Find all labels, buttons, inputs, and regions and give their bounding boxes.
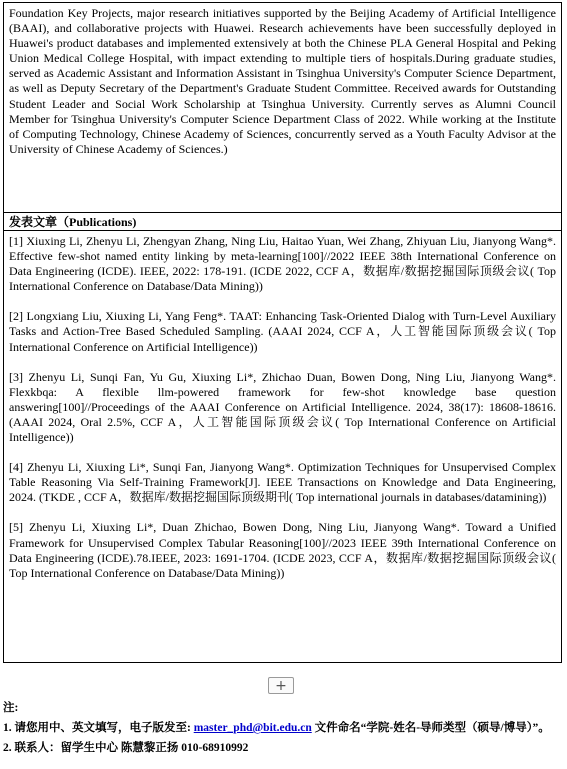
publication-item: [2] Longxiang Liu, Xiuxing Li, Yang Feng*. TAAT: Enhancing Task-Oriented Dialog with Turn-Level Auxiliary Tasks and Action-Tree Based Scheduled Sampling. (AAAI 2024, CCF A，人工智能国际顶级会议( Top International Conference on Artificial Intelligence)) bbox=[9, 309, 556, 354]
email-link[interactable]: master_phd@bit.edu.cn bbox=[193, 722, 312, 734]
publication-item: [3] Zhenyu Li, Sunqi Fan, Yu Gu, Xiuxing Li*, Zhichao Duan, Bowen Dong, Ning Liu, Jianyong Wang*. Flexkbqa: A flexible llm-powered framework for few-shot knowledge base question answering[100]//Proceedings of the AAAI Conference on Artificial Intelligence. 2024, 38(17): 18608-18616. (AAAI 2024, Oral 2.5%, CCF A，人工智能国际顶级会议( Top International Conference on Artificial Intelligence)) bbox=[9, 369, 556, 445]
publication-item: [5] Zhenyu Li, Xiuxing Li*, Duan Zhichao, Bowen Dong, Ning Liu, Jianyong Wang*. Toward a Unified Framework for Unsupervised Complex Tabular Reasoning[100]//2023 IEEE 39th International Conference on Data Engineering (ICDE).78.IEEE, 2023: 1691-1704. (ICDE 2023, CCF A，数据库/数据挖掘国际顶级会议( Top International Conference on Database/Data Mining)) bbox=[9, 520, 556, 580]
notes-section bbox=[3, 698, 563, 758]
publication-item: [4] Zhenyu Li, Xiuxing Li*, Sunqi Fan, Jianyong Wang*. Optimization Techniques for Unsupervised Complex Table Reasoning Via Self-Training Framework[J]. IEEE Transactions on Knowledge and Data Engineering, 2024. (TKDE , CCF A，数据库/数据挖掘国际顶级期刊( Top international journals in databases/datamining)) bbox=[9, 460, 556, 505]
biography-cell[interactable]: Foundation Key Projects, major research initiatives supported by the Beijing Academy of Artificial Intelligence (BAAI), and collaborative projects with Huawei. Research achievements have been successfully deployed in Huawei's product databases and implemented extensively at both the Chinese PLA General Hospital and Peking Union Medical College Hospital, with impact extending to multiple tiers of hospitals.During graduate studies, served as Academic Assistant and Information Assistant in Tsinghua University's Computer Science Department, as well as Deputy Secretary of the Department's Graduate Student Committee. Received awards for Outstanding Student Leader and Social Work Scholarship at Tsinghua University. Currently serves as Alumni Council Member for Tsinghua University's Computer Science Department Class of 2022. While working at the Institute of Computing Technology, Chinese Academy of Sciences, concurrently served as a Youth Faculty Advisor at the University of Chinese Academy of Sciences.) bbox=[9, 6, 556, 156]
application-form-table bbox=[3, 2, 562, 663]
publication-item: [1] Xiuxing Li, Zhenyu Li, Zhengyan Zhang, Ning Liu, Haitao Yuan, Wei Zhang, Zhiyuan Liu, Jianyong Wang*. Effective few-shot named entity linking by meta-learning[100]//2022 IEEE 38th International Conference on Data Engineering (ICDE). IEEE, 2022: 178-191. (ICDE 2022, CCF A，数据库/数据挖掘国际顶级会议( Top International Conference on Database/Data Mining)) bbox=[9, 234, 556, 294]
notes-title: 注: bbox=[3, 702, 19, 714]
plus-icon: + bbox=[275, 677, 287, 694]
publications-header: 发表文章（Publications) bbox=[9, 215, 137, 229]
add-row-button[interactable] bbox=[268, 677, 294, 694]
note-submission-suffix: 文件命名“学院-姓名-导师类型（硕导/博导）”。 bbox=[311, 722, 550, 734]
publications-cell[interactable] bbox=[4, 231, 561, 662]
note-submission bbox=[3, 718, 563, 738]
note-contact: 2. 联系人：留学生中心 陈慧黎正扬 010-68910992 bbox=[3, 742, 249, 754]
note-submission-prefix: 1. 请您用中、英文填写，电子版发至: bbox=[3, 722, 194, 734]
